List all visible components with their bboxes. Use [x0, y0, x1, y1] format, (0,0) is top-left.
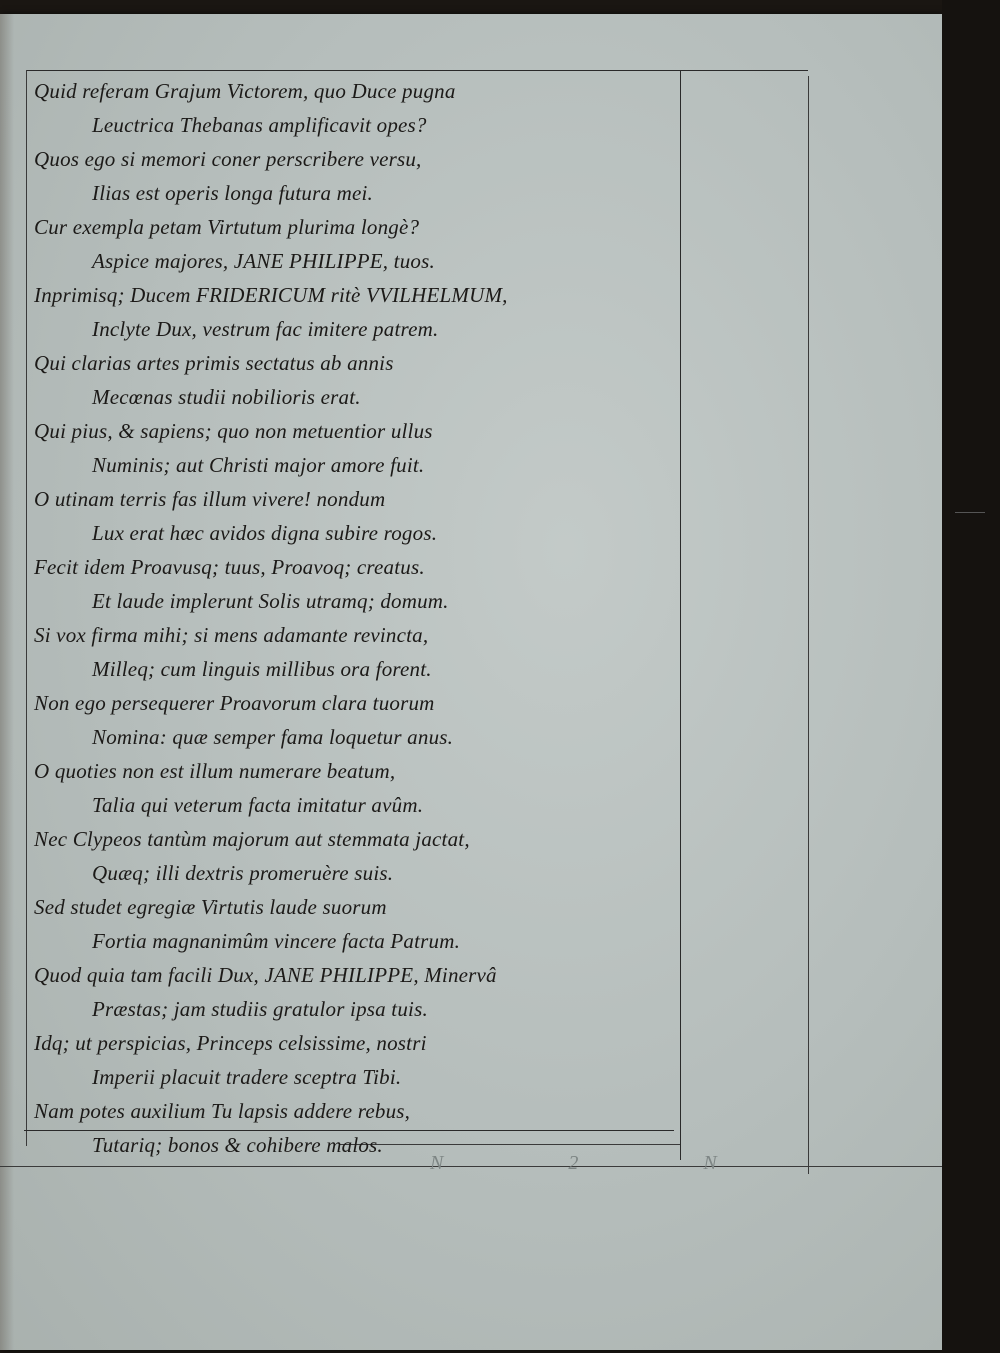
poem-line: Fecit idem Proavusq; tuus, Proavoq; creatus. — [34, 555, 425, 579]
background-edge — [942, 0, 1000, 1353]
poem-line: Si vox firma mihi; si mens adamante revincta, — [34, 623, 429, 647]
poem-line: Lux erat hæc avidos digna subire rogos. — [92, 521, 438, 545]
poem-line: Ilias est operis longa futura mei. — [92, 181, 373, 205]
poem-line: Nomina: quæ semper fama loquetur anus. — [92, 725, 454, 749]
poem-line: Qui pius, & sapiens; quo non metuentior ullus — [34, 419, 433, 443]
book-page — [0, 14, 942, 1350]
poem-line: Tutariq; bonos & cohibere malos. — [92, 1133, 383, 1157]
poem-line: Et laude implerunt Solis utramq; domum. — [92, 589, 449, 613]
poem-line: Quod quia tam facili Dux, JANE PHILIPPE, Minervâ — [34, 963, 497, 987]
poem-line: Nam potes auxilium Tu lapsis addere rebus, — [34, 1099, 411, 1123]
poem-line: Sed studet egregiæ Virtutis laude suorum — [34, 895, 387, 919]
poem-line: Fortia magnanimûm vincere facta Patrum. — [92, 929, 461, 953]
poem-line: Mecœnas studii nobilioris erat. — [92, 385, 361, 409]
poem-line: Inclyte Dux, vestrum fac imitere patrem. — [92, 317, 439, 341]
poem-line: Idq; ut perspicias, Princeps celsissime, nostri — [34, 1031, 427, 1055]
border-outer-right-rule — [808, 76, 809, 1174]
poem-line: O utinam terris fas illum vivere! nondum — [34, 487, 386, 511]
poem-line: Cur exempla petam Virtutum plurima longè? — [34, 215, 420, 239]
poem-line: Aspice majores, JANE PHILIPPE, tuos. — [92, 249, 435, 273]
poem-line: Imperii placuit tradere sceptra Tibi. — [92, 1065, 402, 1089]
poem-line: Quid referam Grajum Victorem, quo Duce pugna — [34, 79, 456, 103]
poem-line: Quos ego si memori coner perscribere versu, — [34, 147, 422, 171]
border-left-rule — [26, 70, 27, 1146]
poem-line: Numinis; aut Christi major amore fuit. — [92, 453, 425, 477]
border-top-rule — [26, 70, 808, 71]
poem-line: Talia qui veterum facta imitatur avûm. — [92, 793, 424, 817]
poem-line: Nec Clypeos tantùm majorum aut stemmata jactat, — [34, 827, 470, 851]
poem-line: Non ego persequerer Proavorum clara tuorum — [34, 691, 435, 715]
page-edge-mark — [955, 512, 985, 513]
poem-line: Milleq; cum linguis millibus ora forent. — [92, 657, 432, 681]
poem-line: Præstas; jam studiis gratulor ipsa tuis. — [92, 997, 428, 1021]
poem-line: Quæq; illi dextris promeruère suis. — [92, 861, 394, 885]
poem-line: Qui clarias artes primis sectatus ab annis — [34, 351, 394, 375]
poem — [34, 74, 684, 1162]
signature-mark: N 2 N — [430, 1152, 777, 1174]
poem-line: Leuctrica Thebanas amplificavit opes? — [92, 113, 427, 137]
poem-line: Inprimisq; Ducem FRIDERICUM ritè VVILHELMUM, — [34, 283, 508, 307]
poem-line: O quoties non est illum numerare beatum, — [34, 759, 396, 783]
